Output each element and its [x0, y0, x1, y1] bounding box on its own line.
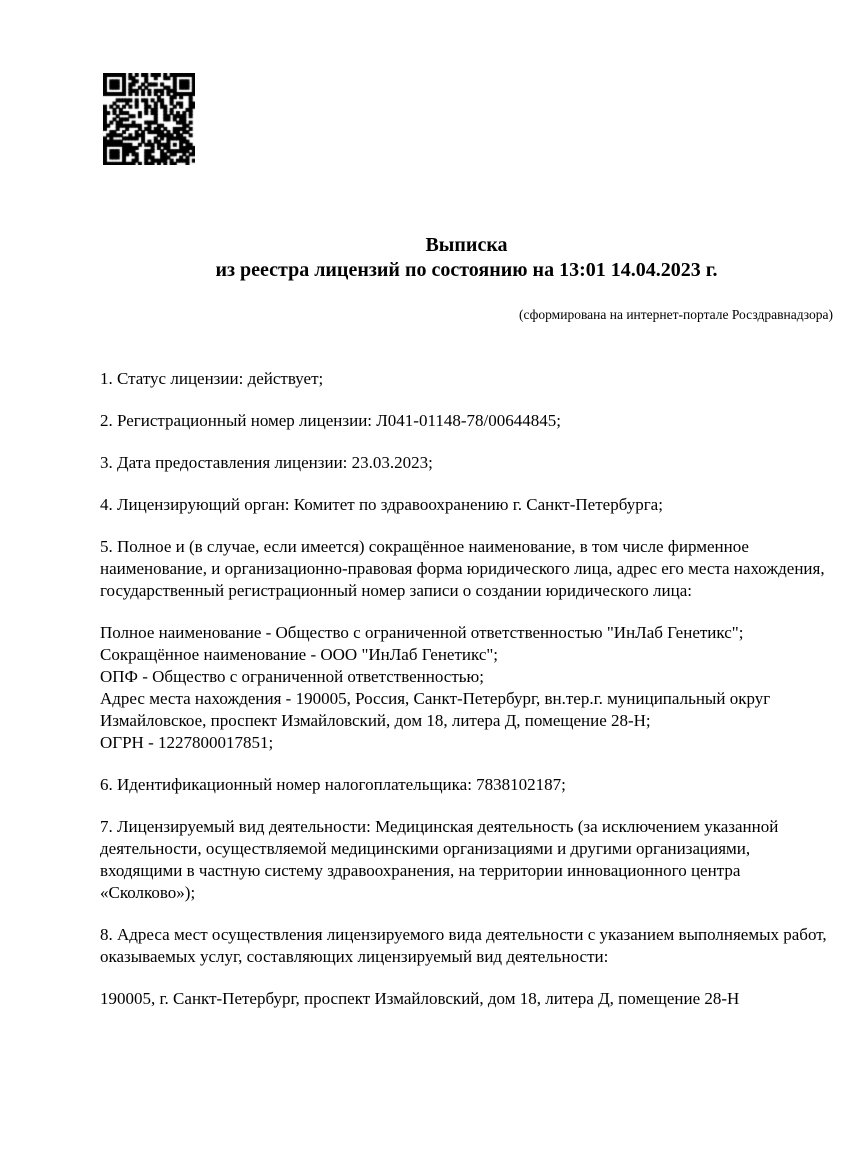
title-line-1: Выписка — [425, 234, 508, 256]
license-reg-number: 2. Регистрационный номер лицензии: Л041-01148-78/00644845; — [100, 411, 561, 430]
license-grant-date: 3. Дата предоставления лицензии: 23.03.2023; — [100, 453, 433, 472]
license-status: 1. Статус лицензии: действует; — [100, 369, 324, 388]
taxpayer-inn: 6. Идентификационный номер налогоплательщика: 7838102187; — [100, 775, 566, 794]
licensed-activity: 7. Лицензируемый вид деятельности: Медицинская деятельность (за исключением указанной деятельности, осуществляемой медицинскими организациями и другими организациями, входящими в частную систему здравоохранения, на территории инновационного центра «Сколково»); — [100, 817, 779, 902]
document-title — [100, 0, 833, 283]
licensing-authority: 4. Лицензирующий орган: Комитет по здравоохранению г. Санкт-Петербурга; — [100, 495, 663, 514]
formation-note: (сформирована на интернет-портале Росздравнадзора) — [518, 307, 833, 322]
addresses-section-heading: 8. Адреса мест осуществления лицензируемого вида деятельности с указанием выполняемых работ, оказываемых услуг, составляющих лицензируемый вид деятельности: — [100, 925, 827, 966]
org-short-name: Сокращённое наименование - ООО "ИнЛаб Генетикс"; — [100, 645, 499, 664]
org-full-name: Полное наименование - Общество с ограниченной ответственностью "ИнЛаб Генетикс"; — [100, 623, 744, 642]
document-body — [100, 368, 833, 1010]
document-content — [100, 0, 833, 1030]
org-ogrn: ОГРН - 1227800017851; — [100, 733, 274, 752]
org-address: Адрес места нахождения - 190005, Россия, Санкт-Петербург, вн.тер.г. муниципальный округ Измайловское, проспект Измайловский, дом 18, литера Д, помещение 28-Н; — [100, 689, 771, 730]
activity-address: 190005, г. Санкт-Петербург, проспект Измайловский, дом 18, литера Д, помещение 28-Н — [100, 989, 740, 1008]
names-section-heading: 5. Полное и (в случае, если имеется) сокращённое наименование, в том числе фирменное наименование, и организационно-правовая форма юридического лица, адрес его места нахождения, государственный регистрационный номер записи о создании юридического лица: — [100, 537, 825, 600]
organization-block — [100, 622, 833, 754]
org-opf: ОПФ - Общество с ограниченной ответственностью; — [100, 667, 484, 686]
title-line-2: из реестра лицензий по состоянию на 13:01 14.04.2023 г. — [215, 259, 718, 281]
